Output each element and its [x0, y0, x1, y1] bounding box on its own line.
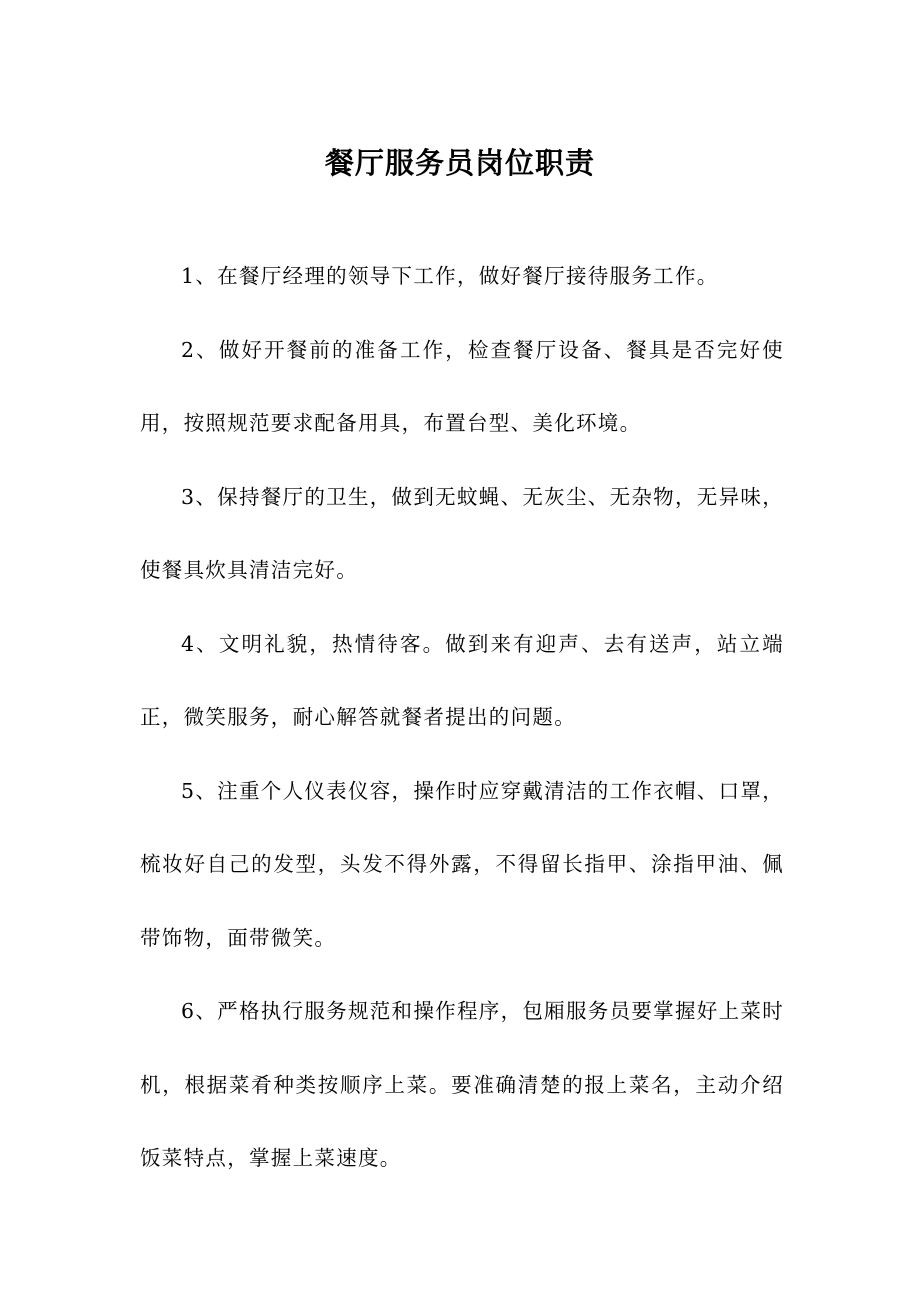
paragraph-3: 3、保持餐厅的卫生，做到无蚊蝇、无灰尘、无杂物，无异味，使餐具炊具清洁完好。 [140, 484, 784, 582]
paragraph-2: 2、做好开餐前的准备工作，检查餐厅设备、餐具是否完好使用，按照规范要求配备用具，布置台型、美化环境。 [140, 337, 784, 435]
paragraph-4: 4、文明礼貌，热情待客。做到来有迎声、去有送声，站立端正，微笑服务，耐心解答就餐者提出的问题。 [140, 631, 784, 729]
paragraph-1: 1、在餐厅经理的领导下工作，做好餐厅接待服务工作。 [181, 264, 719, 288]
paragraph-5: 5、注重个人仪表仪容，操作时应穿戴清洁的工作衣帽、口罩，梳妆好自己的发型，头发不得外露，不得留长指甲、涂指甲油、佩带饰物，面带微笑。 [140, 778, 784, 950]
document-title: 餐厅服务员岗位职责 [324, 146, 595, 180]
paragraph-6: 6、严格执行服务规范和操作程序，包厢服务员要掌握好上菜时机，根据菜肴种类按顺序上菜。要准确清楚的报上菜名，主动介绍饭菜特点，掌握上菜速度。 [140, 999, 784, 1170]
document-body [140, 240, 784, 1196]
